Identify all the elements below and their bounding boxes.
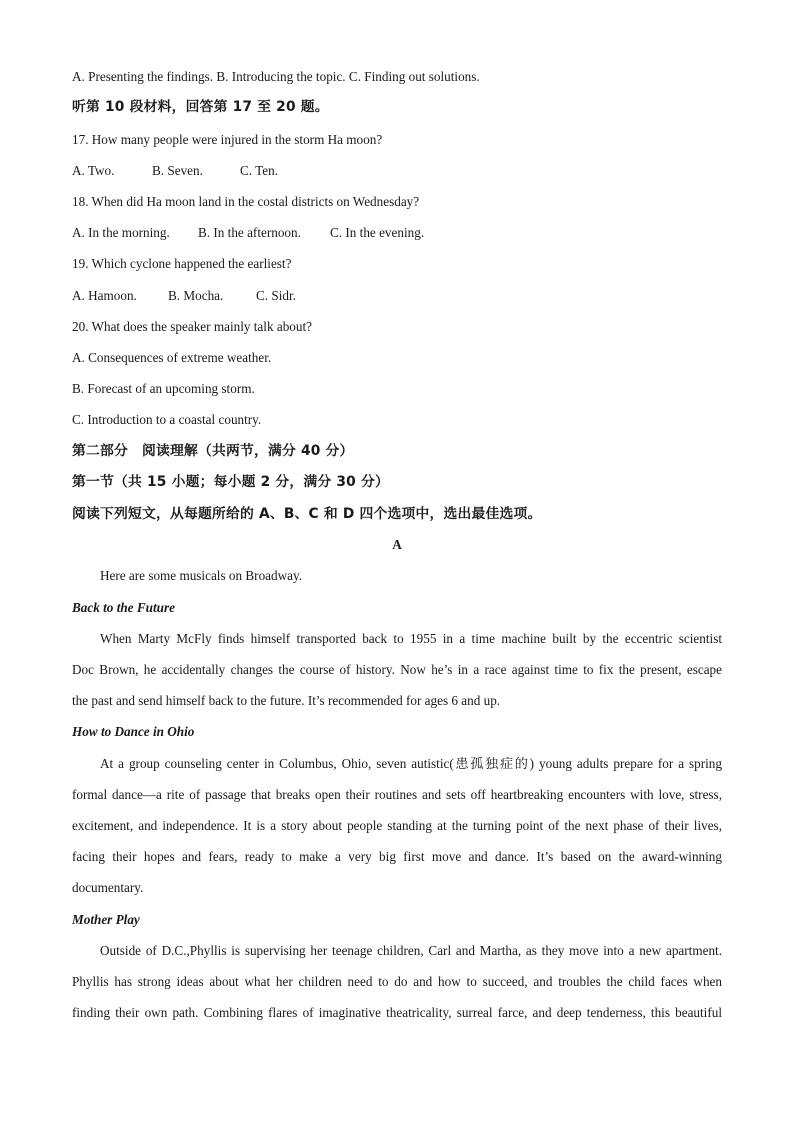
q19-question: 19. Which cyclone happened the earliest? xyxy=(72,256,292,271)
musical-title-mother-play: Mother Play xyxy=(72,912,140,927)
q18-option-c: C. In the evening. xyxy=(330,225,425,240)
q18-option-a: A. In the morning. xyxy=(72,225,170,240)
paragraph-line: Phyllis has strong ideas about what her children need to do and how to succeed, and troubles the child faces when xyxy=(72,974,722,989)
paragraph-line: formal dance—a rite of passage that breaks open their routines and sets off heartbreaking encounters with love, stress, xyxy=(72,787,722,802)
q19-option-c: C. Sidr. xyxy=(256,288,296,303)
musical-title-back-to-the-future: Back to the Future xyxy=(72,600,175,615)
q20-question: 20. What does the speaker mainly talk about? xyxy=(72,319,312,334)
q20-option-c: C. Introduction to a coastal country. xyxy=(72,412,262,427)
paragraph-line: Doc Brown, he accidentally changes the course of history. Now he’s in a race against time to fix the present, escape xyxy=(72,662,722,677)
q17-question: 17. How many people were injured in the storm Ha moon? xyxy=(72,132,383,147)
q19-option-a: A. Hamoon. xyxy=(72,288,137,303)
paragraph-line: finding their own path. Combining flares of imaginative theatricality, surreal farce, and deep tenderness, this beautiful xyxy=(72,1005,722,1020)
q18-question: 18. When did Ha moon land in the costal districts on Wednesday? xyxy=(72,194,420,209)
q18-option-b: B. In the afternoon. xyxy=(198,225,301,240)
passage-intro: Here are some musicals on Broadway. xyxy=(100,568,303,583)
paragraph-line: the past and send himself back to the future. It’s recommended for ages 6 and up. xyxy=(72,693,501,708)
q17-option-a: A. Two. xyxy=(72,163,115,178)
q19-options xyxy=(72,288,296,304)
q17-options xyxy=(72,163,278,179)
musical-title-how-to-dance-in-ohio: How to Dance in Ohio xyxy=(72,724,195,739)
paragraph-line: When Marty McFly finds himself transported back to 1955 in a time machine built by the eccentric scientist xyxy=(100,631,722,646)
paragraph-line: facing their hopes and fears, ready to make a very big first move and dance. It’s based on the award-winning xyxy=(72,849,722,864)
q17-option-c: C. Ten. xyxy=(240,163,279,178)
paragraph-line: At a group counseling center in Columbus, Ohio, seven autistic(患孤独症的) young adults prepare for a spring xyxy=(100,756,722,771)
paragraph-line: excitement, and independence. It is a story about people standing at the turning point of the next phase of their lives, xyxy=(72,818,722,833)
section1-header: 第一节（共 15 小题；每小题 2 分，满分 30 分） xyxy=(72,474,389,490)
part2-header: 第二部分 阅读理解（共两节，满分 40 分） xyxy=(72,443,354,459)
q20-option-b: B. Forecast of an upcoming storm. xyxy=(72,381,255,396)
paragraph-line: Outside of D.C.,Phyllis is supervising her teenage children, Carl and Martha, as they move into a new apartment. xyxy=(100,943,722,958)
q19-option-b: B. Mocha. xyxy=(168,288,224,303)
q18-options xyxy=(72,225,424,241)
reading-instructions: 阅读下列短文，从每题所给的 A、B、C 和 D 四个选项中，选出最佳选项。 xyxy=(72,506,542,522)
passage-label: A xyxy=(392,537,402,552)
q16-options: A. Presenting the findings. B. Introducing the topic. C. Finding out solutions. xyxy=(72,69,480,84)
q17-option-b: B. Seven. xyxy=(152,163,203,178)
paragraph-line: documentary. xyxy=(72,880,144,895)
section10-header: 听第 10 段材料，回答第 17 至 20 题。 xyxy=(72,99,329,115)
q20-option-a: A. Consequences of extreme weather. xyxy=(72,350,272,365)
